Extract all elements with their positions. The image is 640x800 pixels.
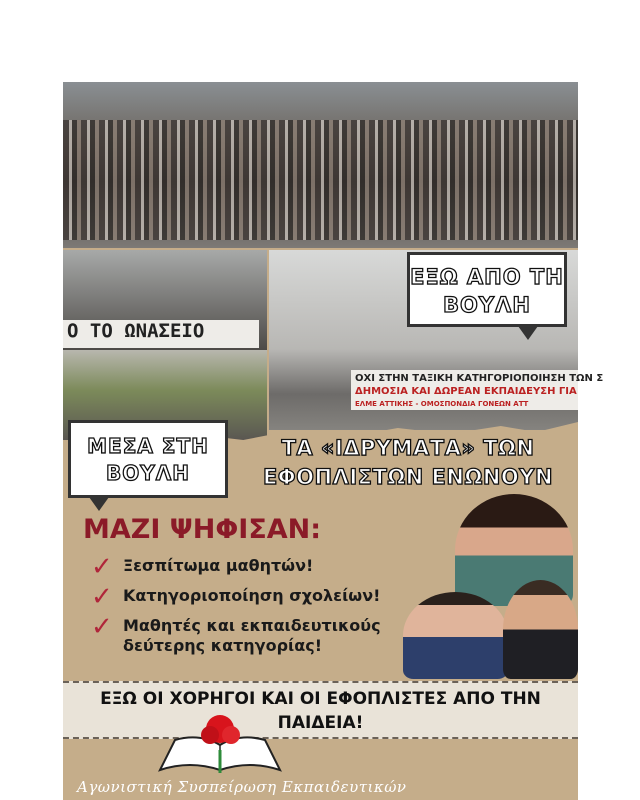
crowd bbox=[63, 120, 578, 240]
photo-assembly-crowd bbox=[63, 82, 578, 248]
together-heading: ΜΑΖΙ ΨΗΦΙΣΑΝ: bbox=[83, 514, 322, 545]
politician-man-left bbox=[403, 592, 508, 679]
speech-bubble-outside bbox=[407, 252, 567, 327]
slogan: ΕΞΩ ΟΙ ΧΟΡΗΓΟΙ ΚΑΙ ΟΙ ΕΦΟΠΛΙΣΤΕΣ ΑΠΟ ΤΗΝ ΠΑΙΔΕΙΑ! bbox=[100, 689, 541, 733]
voted-list bbox=[91, 552, 413, 664]
speech-bubble-inside bbox=[68, 420, 228, 498]
banner-line: ΔΗΜΟΣΙΑ ΚΑΙ ΔΩΡΕΑΝ ΕΚΠΑΙΔΕΥΣΗ ΓΙΑ bbox=[355, 386, 577, 397]
poster bbox=[63, 82, 604, 800]
book-carnation-logo bbox=[155, 715, 285, 775]
item-text: Ξεσπίτωμα μαθητών! bbox=[123, 556, 314, 575]
banner-parliament bbox=[351, 370, 604, 410]
bubble-tail bbox=[518, 326, 538, 340]
list-item bbox=[91, 552, 413, 582]
politicians-photo bbox=[403, 494, 578, 679]
check-icon: ✓ bbox=[91, 582, 113, 612]
item-text: Κατηγοριοποίηση σχολείων! bbox=[123, 586, 381, 605]
item-text: Μαθητές και εκπαιδευτικούς δεύτερης κατηγορίας! bbox=[123, 616, 381, 655]
headline: ΤΑ «ΙΔΡΥΜΑΤΑ» ΤΩΝ ΕΦΟΠΛΙΣΤΩΝ ΕΝΩΝΟΥΝ bbox=[262, 436, 554, 489]
banner-onasseio: Ο ΤΟ ΩΝΑΣΕΙΟ bbox=[63, 320, 259, 348]
check-icon: ✓ bbox=[91, 612, 113, 642]
politician-man-right bbox=[503, 580, 578, 679]
list-item bbox=[91, 612, 413, 656]
list-item bbox=[91, 582, 413, 612]
banner-line: ΟΧΙ ΣΤΗΝ ΤΑΞΙΚΗ ΚΑΤΗΓΟΡΙΟΠΟΙΗΣΗ ΤΩΝ Σ bbox=[355, 373, 604, 384]
bubble-text: ΕΞΩ ΑΠΟ ΤΗ ΒΟΥΛΗ bbox=[410, 265, 564, 317]
bubble-text: ΜΕΣΑ ΣΤΗ ΒΟΥΛΗ bbox=[87, 434, 209, 485]
bubble-tail bbox=[89, 497, 109, 511]
check-icon: ✓ bbox=[91, 552, 113, 582]
photo-student-march bbox=[63, 250, 267, 350]
slogan-strip bbox=[63, 681, 578, 739]
organization-signature: Αγωνιστική Συσπείρωση Εκπαιδευτικών bbox=[77, 778, 407, 796]
banner-line: ΕΛΜΕ ΑΤΤΙΚΗΣ - ΟΜΟΣΠΟΝΔΙΑ ΓΟΝΕΩΝ ΑΤΤ bbox=[355, 400, 529, 408]
